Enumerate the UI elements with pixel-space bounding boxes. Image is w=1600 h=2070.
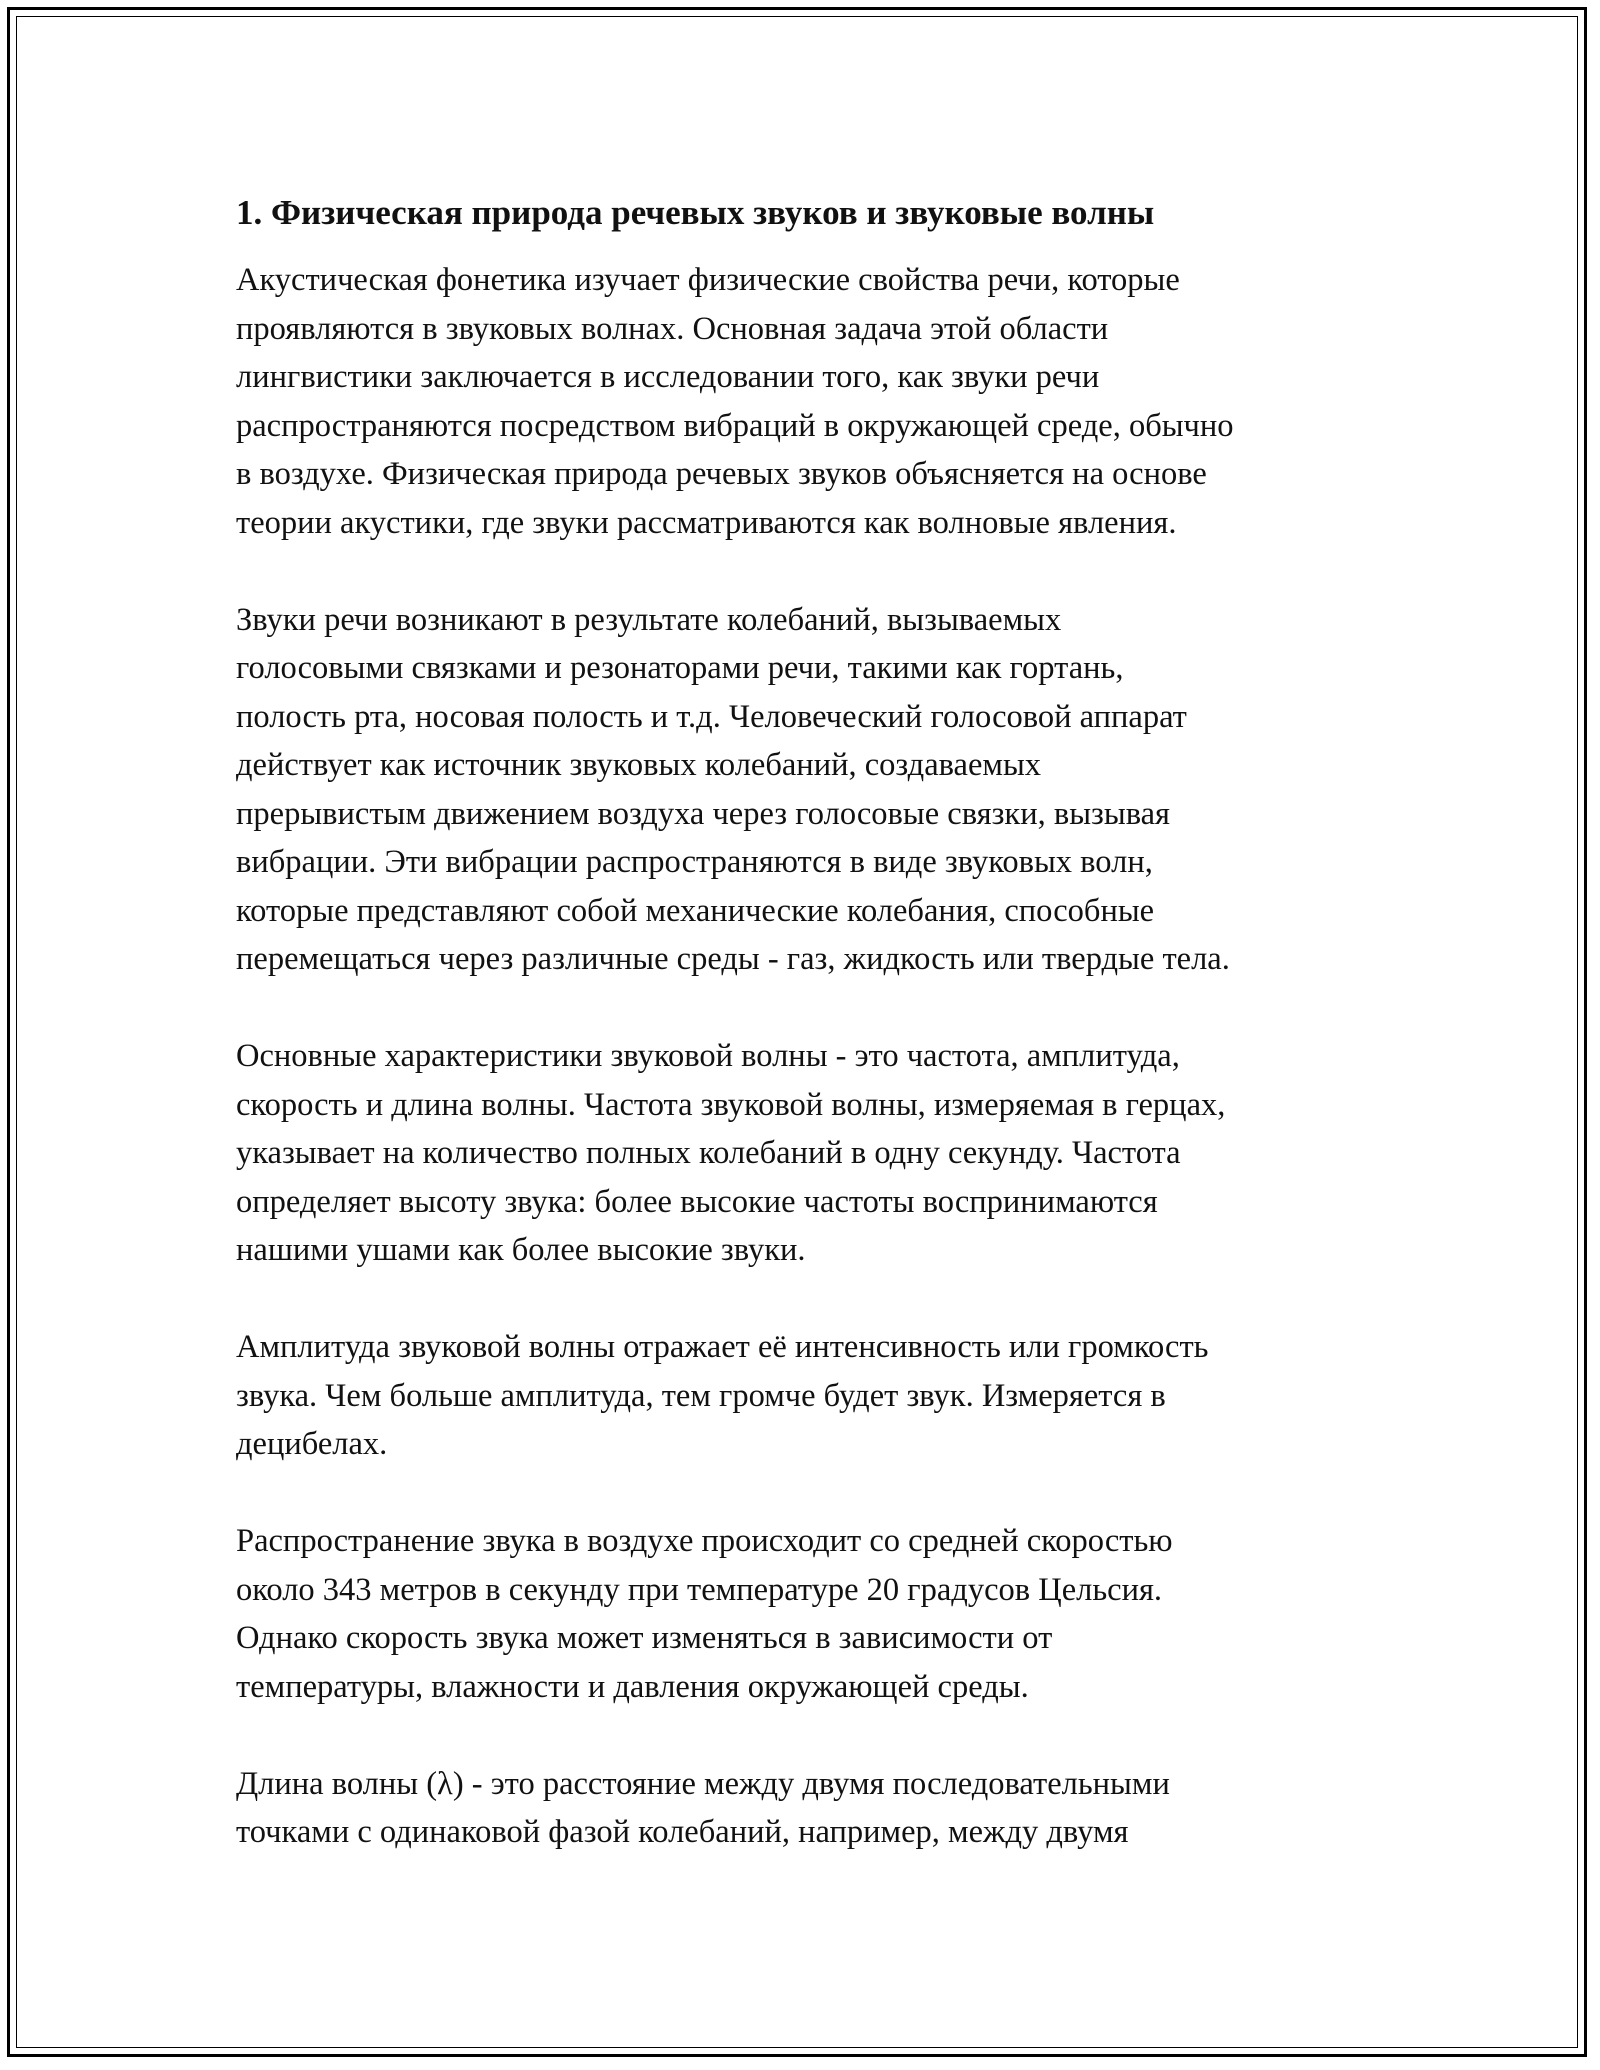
- text-line: точками с одинаковой фазой колебаний, например, между двумя: [236, 1814, 1129, 1850]
- text-line: полость рта, носовая полость и т.д. Человеческий голосовой аппарат: [236, 698, 1187, 735]
- text-line: Акустическая фонетика изучает физические свойства речи, которые: [236, 262, 1180, 298]
- text-line: вибрации. Эти вибрации распространяются в виде звуковых волн,: [236, 844, 1153, 880]
- text-line: в воздухе. Физическая природа речевых звуков объясняется на основе: [236, 456, 1207, 492]
- text-line: Однако скорость звука может изменяться в зависимости от: [236, 1620, 1053, 1656]
- text-line: Амплитуда звуковой волны отражает её интенсивность или громкость: [236, 1329, 1209, 1365]
- paragraph-1: [236, 256, 1376, 547]
- section-heading: 1. Физическая природа речевых звуков и звуковые волны: [236, 193, 1155, 232]
- text-line: определяет высоту звука: более высокие частоты воспринимаются: [236, 1183, 1158, 1220]
- paragraph-2: [236, 596, 1376, 984]
- text-line: около 343 метров в секунду при температуре 20 градусов Цельсия.: [236, 1571, 1163, 1608]
- text-line: децибелах.: [236, 1426, 388, 1462]
- paragraph-3: [236, 1032, 1376, 1275]
- text-line: нашими ушами как более высокие звуки.: [236, 1232, 806, 1268]
- text-line: Распространение звука в воздухе происходит со средней скоростью: [236, 1523, 1173, 1559]
- paragraph-4: [236, 1323, 1376, 1469]
- text-line: указывает на количество полных колебаний в одну секунду. Частота: [236, 1135, 1181, 1171]
- text-line: голосовыми связками и резонаторами речи, такими как гортань,: [236, 650, 1124, 686]
- paragraph-5: [236, 1517, 1376, 1711]
- text-line: лингвистики заключается в исследовании того, как звуки речи: [236, 359, 1100, 395]
- text-line: проявляются в звуковых волнах. Основная задача этой области: [236, 310, 1109, 347]
- text-line: температуры, влажности и давления окружающей среды.: [236, 1668, 1029, 1705]
- text-line: действует как источник звуковых колебаний, создаваемых: [236, 747, 1042, 783]
- text-line: распространяются посредством вибраций в окружающей среде, обычно: [236, 407, 1234, 444]
- text-line: которые представляют собой механические колебания, способные: [236, 892, 1155, 929]
- text-line: Основные характеристики звуковой волны - это частота, амплитуда,: [236, 1038, 1180, 1074]
- text-line: Звуки речи возникают в результате колебаний, вызываемых: [236, 601, 1062, 638]
- text-line: прерывистым движением воздуха через голосовые связки, вызывая: [236, 795, 1170, 832]
- text-line: скорость и длина волны. Частота звуковой волны, измеряемая в герцах,: [236, 1086, 1226, 1123]
- paragraph-6: [236, 1760, 1376, 1857]
- text-line: теории акустики, где звуки рассматриваются как волновые явления.: [236, 504, 1177, 541]
- document-body: [236, 188, 1376, 1905]
- text-line: звука. Чем больше амплитуда, тем громче будет звук. Измеряется в: [236, 1377, 1166, 1414]
- text-line: Длина волны (λ) - это расстояние между двумя последовательными: [236, 1765, 1170, 1802]
- text-line: перемещаться через различные среды - газ, жидкость или твердые тела.: [236, 941, 1230, 977]
